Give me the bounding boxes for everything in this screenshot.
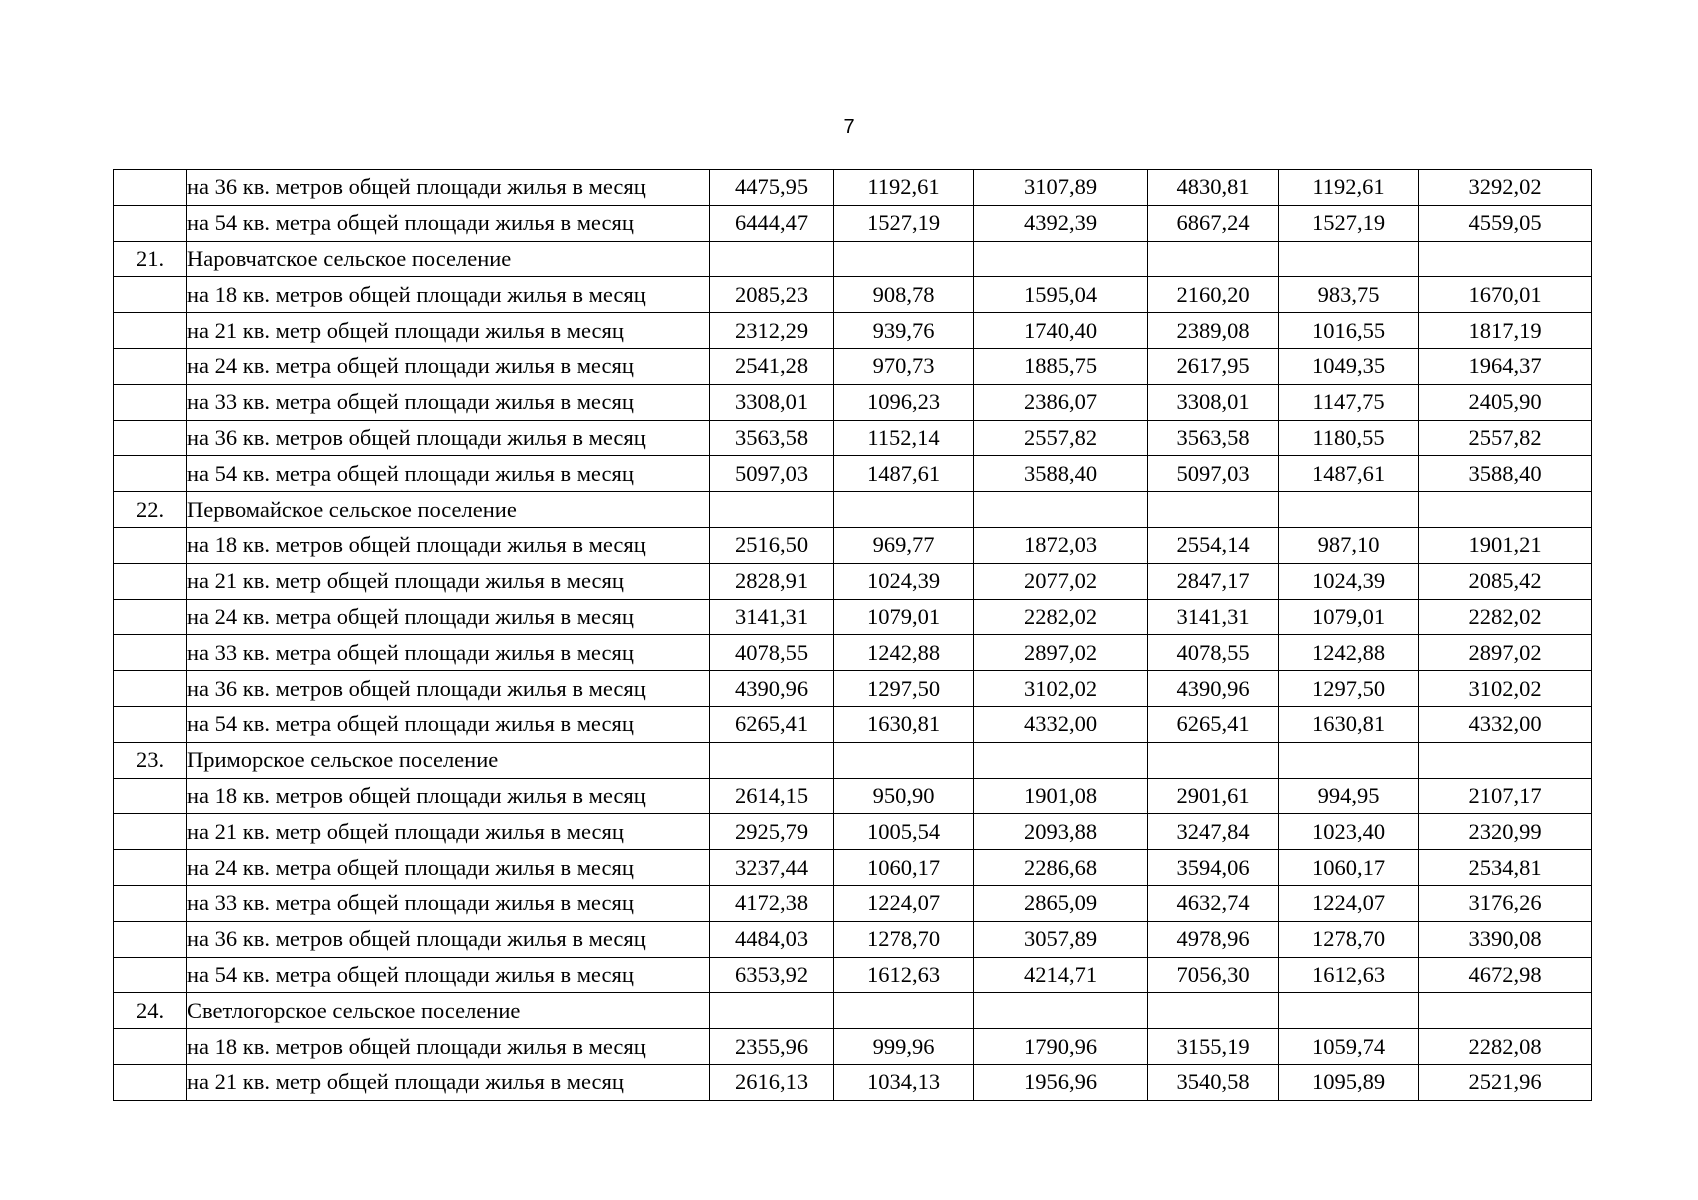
- table-row: [114, 527, 1592, 563]
- value-cell: 1095,89: [1279, 1064, 1419, 1100]
- value-cell: 1180,55: [1279, 420, 1419, 456]
- value-cell: 6444,47: [710, 205, 834, 241]
- table-row: [114, 814, 1592, 850]
- value-cell: 1023,40: [1279, 814, 1419, 850]
- value-cell: 2534,81: [1419, 850, 1592, 886]
- value-cell: 1278,70: [834, 921, 974, 957]
- value-cell: 2085,23: [710, 277, 834, 313]
- value-cell: 1034,13: [834, 1064, 974, 1100]
- table-row: [114, 420, 1592, 456]
- value-cell: [834, 742, 974, 778]
- row-index: [114, 313, 187, 349]
- value-cell: 1147,75: [1279, 384, 1419, 420]
- table-row: [114, 384, 1592, 420]
- row-index: [114, 599, 187, 635]
- value-cell: 4559,05: [1419, 205, 1592, 241]
- value-cell: 987,10: [1279, 527, 1419, 563]
- value-cell: [1279, 241, 1419, 277]
- table-row: [114, 348, 1592, 384]
- value-cell: [710, 492, 834, 528]
- value-cell: 2516,50: [710, 527, 834, 563]
- row-index: [114, 671, 187, 707]
- section-row: [114, 241, 1592, 277]
- area-label: на 33 кв. метра общей площади жилья в месяц: [187, 885, 710, 921]
- value-cell: 1016,55: [1279, 313, 1419, 349]
- value-cell: 2557,82: [974, 420, 1148, 456]
- value-cell: 1152,14: [834, 420, 974, 456]
- row-index: [114, 957, 187, 993]
- value-cell: 3107,89: [974, 170, 1148, 206]
- area-label: на 21 кв. метр общей площади жилья в месяц: [187, 814, 710, 850]
- value-cell: 3247,84: [1148, 814, 1279, 850]
- value-cell: [974, 241, 1148, 277]
- value-cell: 4332,00: [974, 706, 1148, 742]
- row-index: 23.: [114, 742, 187, 778]
- area-label: на 18 кв. метров общей площади жилья в месяц: [187, 527, 710, 563]
- value-cell: 999,96: [834, 1029, 974, 1065]
- value-cell: 2557,82: [1419, 420, 1592, 456]
- value-cell: 1964,37: [1419, 348, 1592, 384]
- settlement-name: Приморское сельское поселение: [187, 742, 710, 778]
- value-cell: 2925,79: [710, 814, 834, 850]
- area-label: на 33 кв. метра общей площади жилья в месяц: [187, 635, 710, 671]
- table-row: [114, 277, 1592, 313]
- value-cell: 1670,01: [1419, 277, 1592, 313]
- value-cell: 1527,19: [1279, 205, 1419, 241]
- row-index: [114, 850, 187, 886]
- value-cell: 950,90: [834, 778, 974, 814]
- table-row: [114, 850, 1592, 886]
- value-cell: 1049,35: [1279, 348, 1419, 384]
- value-cell: 2282,02: [974, 599, 1148, 635]
- value-cell: 2077,02: [974, 563, 1148, 599]
- value-cell: 3390,08: [1419, 921, 1592, 957]
- value-cell: 3588,40: [974, 456, 1148, 492]
- row-index: [114, 635, 187, 671]
- value-cell: 3102,02: [1419, 671, 1592, 707]
- value-cell: 2554,14: [1148, 527, 1279, 563]
- value-cell: 1630,81: [834, 706, 974, 742]
- value-cell: 4390,96: [1148, 671, 1279, 707]
- value-cell: 1242,88: [1279, 635, 1419, 671]
- value-cell: 1612,63: [834, 957, 974, 993]
- value-cell: 1024,39: [1279, 563, 1419, 599]
- value-cell: 2389,08: [1148, 313, 1279, 349]
- value-cell: 4172,38: [710, 885, 834, 921]
- table-row: [114, 563, 1592, 599]
- table-row: [114, 456, 1592, 492]
- area-label: на 36 кв. метров общей площади жилья в месяц: [187, 420, 710, 456]
- value-cell: 969,77: [834, 527, 974, 563]
- settlement-name: Первомайское сельское поселение: [187, 492, 710, 528]
- area-label: на 24 кв. метра общей площади жилья в месяц: [187, 599, 710, 635]
- section-row: [114, 993, 1592, 1029]
- value-cell: 1224,07: [1279, 885, 1419, 921]
- value-cell: 1885,75: [974, 348, 1148, 384]
- value-cell: [710, 742, 834, 778]
- area-label: на 54 кв. метра общей площади жилья в месяц: [187, 456, 710, 492]
- value-cell: 2897,02: [1419, 635, 1592, 671]
- value-cell: 1079,01: [834, 599, 974, 635]
- row-index: [114, 205, 187, 241]
- row-index: 22.: [114, 492, 187, 528]
- value-cell: 2521,96: [1419, 1064, 1592, 1100]
- value-cell: 2847,17: [1148, 563, 1279, 599]
- value-cell: 4830,81: [1148, 170, 1279, 206]
- value-cell: 1297,50: [1279, 671, 1419, 707]
- page-number: 7: [843, 116, 855, 138]
- table-body: [114, 170, 1592, 1101]
- area-label: на 36 кв. метров общей площади жилья в месяц: [187, 671, 710, 707]
- row-index: [114, 921, 187, 957]
- value-cell: 2897,02: [974, 635, 1148, 671]
- row-index: [114, 527, 187, 563]
- value-cell: 4484,03: [710, 921, 834, 957]
- value-cell: 1740,40: [974, 313, 1148, 349]
- area-label: на 21 кв. метр общей площади жилья в месяц: [187, 563, 710, 599]
- value-cell: 5097,03: [710, 456, 834, 492]
- value-cell: 2085,42: [1419, 563, 1592, 599]
- value-cell: 4672,98: [1419, 957, 1592, 993]
- value-cell: 3102,02: [974, 671, 1148, 707]
- table-row: [114, 1064, 1592, 1100]
- value-cell: 2282,02: [1419, 599, 1592, 635]
- value-cell: 4078,55: [710, 635, 834, 671]
- value-cell: 6265,41: [710, 706, 834, 742]
- value-cell: 1242,88: [834, 635, 974, 671]
- value-cell: 1872,03: [974, 527, 1148, 563]
- area-label: на 21 кв. метр общей площади жилья в месяц: [187, 1064, 710, 1100]
- value-cell: [710, 993, 834, 1029]
- value-cell: 4390,96: [710, 671, 834, 707]
- value-cell: 1224,07: [834, 885, 974, 921]
- area-label: на 18 кв. метров общей площади жилья в месяц: [187, 1029, 710, 1065]
- value-cell: 6353,92: [710, 957, 834, 993]
- value-cell: [710, 241, 834, 277]
- value-cell: 1487,61: [1279, 456, 1419, 492]
- value-cell: 1901,08: [974, 778, 1148, 814]
- value-cell: [974, 492, 1148, 528]
- row-index: 21.: [114, 241, 187, 277]
- value-cell: 4475,95: [710, 170, 834, 206]
- table-row: [114, 885, 1592, 921]
- area-label: на 24 кв. метра общей площади жилья в месяц: [187, 850, 710, 886]
- value-cell: 2312,29: [710, 313, 834, 349]
- value-cell: [1419, 742, 1592, 778]
- value-cell: 2865,09: [974, 885, 1148, 921]
- value-cell: 2541,28: [710, 348, 834, 384]
- row-index: 24.: [114, 993, 187, 1029]
- value-cell: 4332,00: [1419, 706, 1592, 742]
- value-cell: 4632,74: [1148, 885, 1279, 921]
- value-cell: 2828,91: [710, 563, 834, 599]
- area-label: на 54 кв. метра общей площади жилья в месяц: [187, 957, 710, 993]
- table-row: [114, 921, 1592, 957]
- value-cell: 1024,39: [834, 563, 974, 599]
- value-cell: 3237,44: [710, 850, 834, 886]
- value-cell: 994,95: [1279, 778, 1419, 814]
- value-cell: 1192,61: [1279, 170, 1419, 206]
- value-cell: 3308,01: [710, 384, 834, 420]
- value-cell: [1148, 742, 1279, 778]
- row-index: [114, 778, 187, 814]
- table-row: [114, 205, 1592, 241]
- value-cell: 1630,81: [1279, 706, 1419, 742]
- value-cell: [1419, 492, 1592, 528]
- value-cell: 2614,15: [710, 778, 834, 814]
- value-cell: 2320,99: [1419, 814, 1592, 850]
- settlement-name: Светлогорское сельское поселение: [187, 993, 710, 1029]
- value-cell: 2386,07: [974, 384, 1148, 420]
- area-label: на 36 кв. метров общей площади жилья в месяц: [187, 921, 710, 957]
- value-cell: 1192,61: [834, 170, 974, 206]
- value-cell: 3176,26: [1419, 885, 1592, 921]
- value-cell: 6867,24: [1148, 205, 1279, 241]
- area-label: на 54 кв. метра общей площади жилья в месяц: [187, 205, 710, 241]
- row-index: [114, 420, 187, 456]
- value-cell: 6265,41: [1148, 706, 1279, 742]
- value-cell: [1279, 492, 1419, 528]
- value-cell: [1148, 241, 1279, 277]
- value-cell: 1612,63: [1279, 957, 1419, 993]
- value-cell: 1278,70: [1279, 921, 1419, 957]
- value-cell: 1956,96: [974, 1064, 1148, 1100]
- value-cell: 7056,30: [1148, 957, 1279, 993]
- area-label: на 18 кв. метров общей площади жилья в месяц: [187, 778, 710, 814]
- value-cell: 1060,17: [1279, 850, 1419, 886]
- value-cell: 3540,58: [1148, 1064, 1279, 1100]
- value-cell: 3563,58: [1148, 420, 1279, 456]
- value-cell: 3588,40: [1419, 456, 1592, 492]
- value-cell: 2617,95: [1148, 348, 1279, 384]
- value-cell: 3141,31: [710, 599, 834, 635]
- value-cell: 2160,20: [1148, 277, 1279, 313]
- value-cell: [1148, 492, 1279, 528]
- row-index: [114, 348, 187, 384]
- table-row: [114, 170, 1592, 206]
- value-cell: 2405,90: [1419, 384, 1592, 420]
- value-cell: 2093,88: [974, 814, 1148, 850]
- settlement-name: Наровчатское сельское поселение: [187, 241, 710, 277]
- value-cell: 1901,21: [1419, 527, 1592, 563]
- value-cell: [834, 492, 974, 528]
- table-row: [114, 706, 1592, 742]
- value-cell: 1005,54: [834, 814, 974, 850]
- tariff-table: [113, 169, 1592, 1101]
- value-cell: 2901,61: [1148, 778, 1279, 814]
- value-cell: 908,78: [834, 277, 974, 313]
- value-cell: 3141,31: [1148, 599, 1279, 635]
- value-cell: 983,75: [1279, 277, 1419, 313]
- value-cell: [834, 993, 974, 1029]
- value-cell: 970,73: [834, 348, 974, 384]
- value-cell: [834, 241, 974, 277]
- value-cell: [1279, 993, 1419, 1029]
- row-index: [114, 706, 187, 742]
- value-cell: 4978,96: [1148, 921, 1279, 957]
- area-label: на 36 кв. метров общей площади жилья в месяц: [187, 170, 710, 206]
- value-cell: 2282,08: [1419, 1029, 1592, 1065]
- value-cell: [1419, 993, 1592, 1029]
- value-cell: [974, 742, 1148, 778]
- value-cell: 3155,19: [1148, 1029, 1279, 1065]
- area-label: на 54 кв. метра общей площади жилья в месяц: [187, 706, 710, 742]
- value-cell: 1060,17: [834, 850, 974, 886]
- value-cell: 2286,68: [974, 850, 1148, 886]
- table-row: [114, 313, 1592, 349]
- section-row: [114, 492, 1592, 528]
- row-index: [114, 277, 187, 313]
- value-cell: 4214,71: [974, 957, 1148, 993]
- area-label: на 33 кв. метра общей площади жилья в месяц: [187, 384, 710, 420]
- value-cell: 3057,89: [974, 921, 1148, 957]
- value-cell: 2616,13: [710, 1064, 834, 1100]
- value-cell: 1297,50: [834, 671, 974, 707]
- value-cell: 5097,03: [1148, 456, 1279, 492]
- table-row: [114, 671, 1592, 707]
- row-index: [114, 1029, 187, 1065]
- value-cell: 3308,01: [1148, 384, 1279, 420]
- value-cell: 4078,55: [1148, 635, 1279, 671]
- row-index: [114, 885, 187, 921]
- section-row: [114, 742, 1592, 778]
- value-cell: 1487,61: [834, 456, 974, 492]
- row-index: [114, 384, 187, 420]
- row-index: [114, 814, 187, 850]
- value-cell: 3594,06: [1148, 850, 1279, 886]
- table-row: [114, 778, 1592, 814]
- value-cell: 3563,58: [710, 420, 834, 456]
- value-cell: 1595,04: [974, 277, 1148, 313]
- table-row: [114, 635, 1592, 671]
- area-label: на 18 кв. метров общей площади жилья в месяц: [187, 277, 710, 313]
- table-row: [114, 957, 1592, 993]
- value-cell: 1790,96: [974, 1029, 1148, 1065]
- table-row: [114, 599, 1592, 635]
- value-cell: 939,76: [834, 313, 974, 349]
- value-cell: [1419, 241, 1592, 277]
- value-cell: 1079,01: [1279, 599, 1419, 635]
- value-cell: [974, 993, 1148, 1029]
- value-cell: 1817,19: [1419, 313, 1592, 349]
- value-cell: 2355,96: [710, 1029, 834, 1065]
- area-label: на 21 кв. метр общей площади жилья в месяц: [187, 313, 710, 349]
- row-index: [114, 170, 187, 206]
- value-cell: 1059,74: [1279, 1029, 1419, 1065]
- value-cell: 1527,19: [834, 205, 974, 241]
- value-cell: [1279, 742, 1419, 778]
- area-label: на 24 кв. метра общей площади жилья в месяц: [187, 348, 710, 384]
- value-cell: 4392,39: [974, 205, 1148, 241]
- value-cell: 1096,23: [834, 384, 974, 420]
- value-cell: 3292,02: [1419, 170, 1592, 206]
- value-cell: 2107,17: [1419, 778, 1592, 814]
- row-index: [114, 563, 187, 599]
- row-index: [114, 1064, 187, 1100]
- row-index: [114, 456, 187, 492]
- table-row: [114, 1029, 1592, 1065]
- value-cell: [1148, 993, 1279, 1029]
